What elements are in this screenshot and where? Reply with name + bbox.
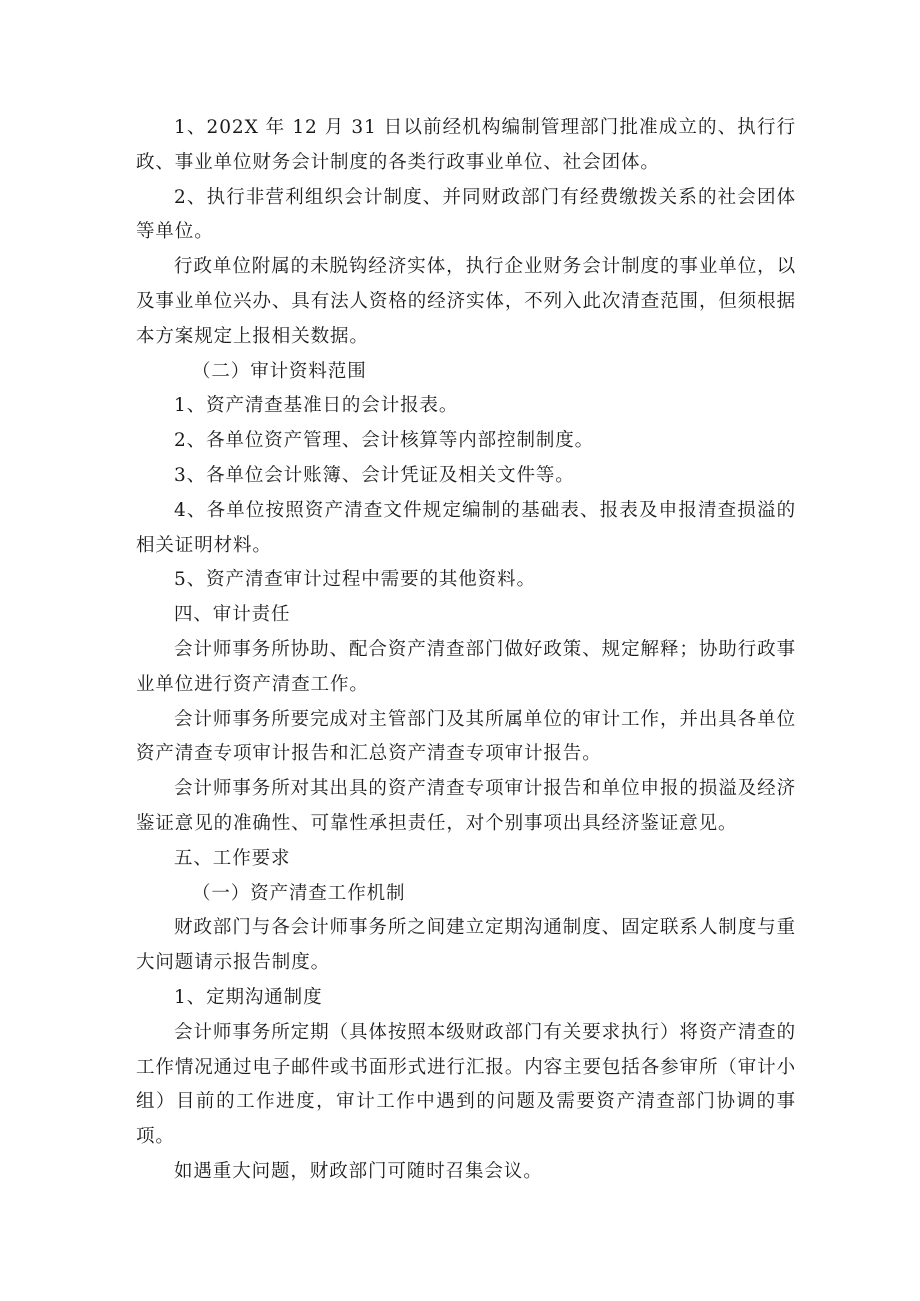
materials-item-3: 3、各单位会计账簿、会计凭证及相关文件等。 (174, 464, 575, 486)
regular-communication-paragraph: 会计师事务所定期（具体按照本级财政部门有关要求执行）将资产清查的工作情况通过电子邮件或书面形式进行汇报。内容主要包括各参审所（审计小组）目前的工作进度，审计工作中遇到的问题及需要资产清查部门协调的事项。 (136, 1021, 796, 1148)
scope-exclusion-paragraph: 行政单位附属的未脱钩经济实体，执行企业财务会计制度的事业单位，以及事业单位兴办、具有法人资格的经济实体，不列入此次清查范围，但须根据本方案规定上报相关数据。 (136, 256, 796, 347)
scope-item-1: 1、202X 年 12 月 31 日以前经机构编制管理部门批准成立的、执行行政、事业单位财务会计制度的各类行政事业单位、社会团体。 (136, 117, 796, 173)
regular-communication-heading: 1、定期沟通制度 (174, 986, 323, 1008)
materials-item-5: 5、资产清查审计过程中需要的其他资料。 (174, 569, 536, 591)
responsibility-paragraph-2: 会计师事务所要完成对主管部门及其所属单位的审计工作，并出具各单位资产清查专项审计报告和汇总资产清查专项审计报告。 (136, 708, 796, 765)
section-audit-responsibility-heading: 四、审计责任 (174, 604, 291, 626)
section-work-requirements-heading: 五、工作要求 (174, 847, 291, 869)
materials-item-2: 2、各单位资产管理、会计核算等内部控制制度。 (174, 430, 595, 452)
mechanism-paragraph: 财政部门与各会计师事务所之间建立定期沟通制度、固定联系人制度与重大问题请示报告制度。 (136, 917, 796, 974)
section-audit-materials-heading: （二）审计资料范围 (192, 360, 367, 382)
scope-item-2: 2、执行非营利组织会计制度、并同财政部门有经费缴拨关系的社会团体等单位。 (136, 186, 796, 243)
major-issue-paragraph: 如遇重大问题，财政部门可随时召集会议。 (174, 1160, 543, 1182)
materials-item-1: 1、资产清查基准日的会计报表。 (174, 395, 459, 417)
document-page (136, 111, 796, 1190)
responsibility-paragraph-1: 会计师事务所协助、配合资产清查部门做好政策、规定解释；协助行政事业单位进行资产清查工作。 (136, 638, 796, 695)
responsibility-paragraph-3: 会计师事务所对其出具的资产清查专项审计报告和单位申报的损溢及经济鉴证意见的准确性、可靠性承担责任，对个别事项出具经济鉴证意见。 (136, 778, 796, 834)
materials-item-4: 4、各单位按照资产清查文件规定编制的基础表、报表及申报清查损溢的相关证明材料。 (136, 499, 796, 556)
section-work-mechanism-heading: （一）资产清查工作机制 (192, 882, 406, 904)
